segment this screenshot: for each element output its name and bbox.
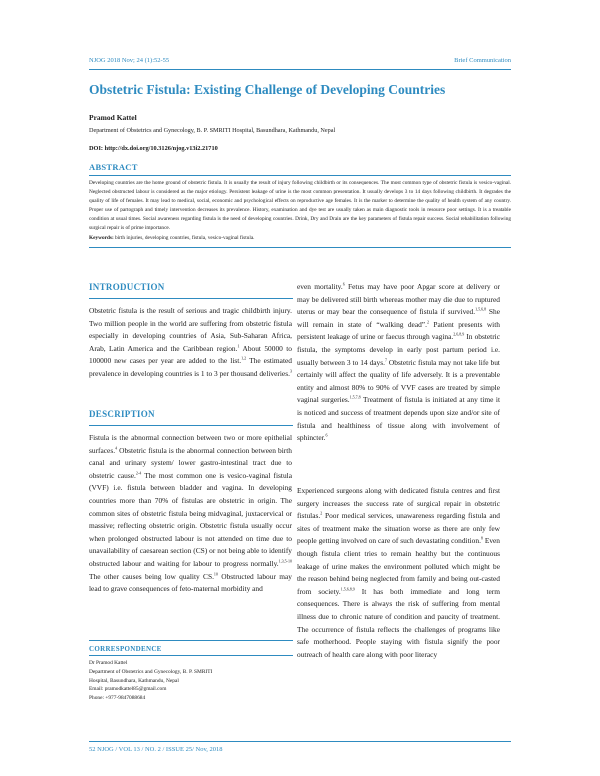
body-sentence: It has both immediate and long term consequences. There is always the risk of suffering from mental illness due to chronic nature of condition and paucity of treatment. The occurrence of fistula reflects the challenges of programs like safe motherhood. People staying with fistula signify the poor outreach of health care along with poor literacy: [297, 586, 501, 659]
author-affiliation: Department of Obstetrics and Gynecology, B. P. SMRITI Hospital, Basundhara, Kathmandu, Nepal: [89, 127, 336, 134]
correspondence-heading: CORRESPONDENCE: [89, 645, 162, 653]
citation: 2: [426, 319, 429, 325]
correspondence-top-divider: [89, 640, 293, 641]
body-sentence: Even though fistula client tries to remain healthy but the continuous leakage of urine makes the environment polluted which might be the reason behind being neglected from family and being out-casted from society.: [297, 536, 500, 596]
abstract-text: Developing countries are the home ground of obstetric fistula. It is usually the result of injury following childbirth or its consequences. The most common type of obstetric fistula is vesico-vaginal. Neglected obstructed labour is considered as the major etiology. Persistent leakage of urine is the most common presentation. It usually develops 3 to 14 days following childbirth. It degrades the quality of life of females. It may lead to medical, social, economic and psychological effects on reproductive age females. It is the marker to determine the quality of health system of any country. Proper use of partograph and timely intervention decreases its prevalence. History, examination and dye test are usually taken as main diagnostic tools in resource poor settings. It is a treatable condition at usual times. Social awareness regarding fistula is the need of developing countries. Drink, Dry and Drain are the key parameters of fistula repair success. Social rehabilitation following surgical repair is of prime importance.: [89, 180, 511, 232]
introduction-text: [89, 305, 292, 381]
running-header: [89, 57, 511, 69]
desc-sentence: Obstetric fistula is the abnormal connection between birth canal and urinary system/ lower gastro-intestinal tract due to obstetric cause.: [89, 445, 292, 480]
citation: 1,3,5-10: [278, 558, 292, 564]
citation: 1,5,6,8: [475, 306, 487, 312]
right-column-para-2: [297, 485, 500, 661]
keywords-list: birth injuries, developing countries, fistula, vesico-vaginal fistula.: [115, 235, 255, 241]
citation: 6: [325, 432, 328, 438]
correspondence-email[interactable]: Email: pramodkattel85@gmail.com: [89, 686, 167, 693]
introduction-divider: [89, 298, 293, 299]
introduction-heading: INTRODUCTION: [89, 282, 165, 292]
correspondence-divider: [89, 655, 293, 656]
keywords-label: Keywords:: [89, 235, 114, 241]
description-heading: DESCRIPTION: [89, 409, 155, 419]
correspondence-block: [89, 659, 293, 703]
correspondence-phone: Phone: +977-9847088684: [89, 695, 146, 702]
body-sentence: In obstetric fistula, the symptoms develop in early post partum period i.e. usually between 3 to 14 days.: [297, 332, 501, 367]
body-sentence: Patient presents with persistent leakage of urine or faecus through vagina.: [297, 319, 500, 342]
citation: 1,2: [241, 355, 247, 361]
header-divider: [89, 69, 511, 70]
abstract-divider: [89, 175, 511, 176]
citation: 8: [480, 535, 483, 541]
citation: 2,6,8,9: [453, 331, 465, 337]
citation: 10: [213, 571, 218, 577]
article-type: Brief Communication: [454, 57, 511, 64]
page-footer: 52 NJOG / VOL 13 / NO. 2 / ISSUE 25/ Nov, 2018: [89, 746, 223, 753]
citation: 2-4: [135, 470, 142, 476]
intro-sentence: The estimated prevalence in developing countries is 1 to 3 per thousand deliveries.: [89, 356, 292, 378]
doi-link[interactable]: DOI: http://dx.doi.org/10.3126/njog.v13i2.21710: [89, 145, 218, 152]
citation: 7: [384, 357, 387, 363]
citation: 1: [237, 343, 240, 349]
body-sentence: She will remain in state of “walking dead”.: [297, 307, 500, 329]
citation: 6: [342, 281, 345, 287]
citation: 1,5,7,8: [349, 394, 361, 400]
desc-sentence: The most common one is vesico-vaginal fistula (VVF) i.e. fistula between bladder and vagina. In developing countries more than 70% of fistulas are obstetric in origin. The common sites of obstetric fistula being midvaginal, juxtacervical or massive; reflecting obstetric origin. Obstetric fistula usually occur when prolonged obstructed labour is not attended on time due to unavailability of caesarean section (CS) or not being able to identify obstructed labour and waiting for labour to progress normally.: [89, 470, 292, 568]
body-sentence: Fetus may have poor Apgar score at delivery or may be delivered still birth whereas mother may die due to ruptured uterus or may bear the consequence of fistula if survived.: [297, 282, 500, 317]
citation: 1,5,6,8,9: [340, 586, 355, 592]
footer-divider: [89, 741, 511, 742]
abstract-bottom-divider: [89, 247, 511, 248]
desc-sentence: The other causes being low quality CS.: [89, 571, 214, 581]
abstract-heading: ABSTRACT: [89, 162, 138, 172]
correspondence-address-1: Department of Obstetrics and Gynecology, B. P. SMRITI: [89, 668, 213, 675]
citation: 3: [289, 368, 292, 374]
body-sentence: Obstetric fistula may not take life but certainly will affect the quality of life adversely. It is a preventable entity and almost 80% to 90% of VVF cases are treated by simple vaginal surgeries.: [297, 357, 500, 405]
citation: 4: [115, 445, 118, 451]
desc-sentence: Obstructed labour may lead to grave consequences of feto-maternal morbidity and: [89, 571, 292, 594]
intro-sentence: Obstetric fistula is the result of serious and tragic childbirth injury. Two million people in the world are suffering from obstetric fistula especially in developing countries of Asia, Sub-Saharan Africa, Arab, Latin America and the Caribbean region.: [89, 306, 292, 353]
body-sentence: even mortality.: [297, 282, 343, 291]
author-name: Pramod Kattel: [89, 113, 137, 122]
citation: 2: [320, 510, 323, 516]
correspondence-address-2: Hospital, Basundhara, Kathmandu, Nepal: [89, 677, 179, 684]
body-sentence: Experienced surgeons along with dedicated fistula centres and first surgery increases the success rate of surgical repair in obstetric fistulas.: [297, 486, 500, 521]
description-divider: [89, 425, 293, 426]
correspondence-name: Dr Pramod Kattel: [89, 660, 128, 666]
journal-info: NJOG 2018 Nov; 24 (1):52-55: [89, 57, 170, 64]
article-title: Obstetric Fistula: Existing Challenge of Developing Countries: [89, 82, 446, 97]
body-sentence: Treatment of fistula is initiated at any time it is noticed and success of treatment depends upon size and/or site of fistula and healthiness of tissue along with involvement of sphincter.: [297, 395, 500, 443]
keywords: [89, 235, 255, 241]
description-text: [89, 432, 292, 596]
body-sentence: Poor medical services, unawareness regarding fistula and sites of treatment make the situation worse as there are only few people getting involved on care of such devastating condition.: [297, 511, 500, 546]
intro-sentence: About 50000 to 100000 new cases per year are added to the list.: [89, 343, 292, 366]
right-column-para-1: [297, 281, 500, 445]
desc-sentence: Fistula is the abnormal connection between two or more epithelial surfaces.: [89, 433, 292, 455]
